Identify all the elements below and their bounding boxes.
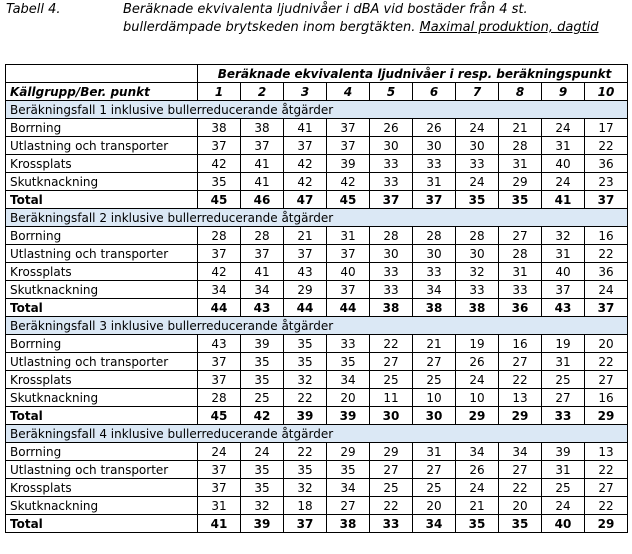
value-cell: 40: [542, 155, 585, 173]
total-value-cell: 41: [198, 515, 241, 533]
table-row: [6, 281, 628, 299]
value-cell: 27: [327, 497, 370, 515]
value-cell: 37: [327, 281, 370, 299]
column-header-point: 8: [499, 83, 542, 101]
total-value-cell: 35: [456, 515, 499, 533]
total-row: [6, 515, 628, 533]
value-cell: 28: [198, 227, 241, 245]
value-cell: 35: [241, 461, 284, 479]
total-value-cell: 37: [370, 191, 413, 209]
value-cell: 39: [542, 443, 585, 461]
value-cell: 20: [585, 335, 628, 353]
caption-text-plain: Beräknade ekvivalenta ljudnivåer i dBA vid bostäder från 4 st. bullerdämpade brytskeden inom bergtäkten.: [123, 2, 528, 35]
value-cell: 37: [284, 137, 327, 155]
total-label: Total: [6, 191, 198, 209]
value-cell: 33: [413, 263, 456, 281]
value-cell: 37: [241, 245, 284, 263]
value-cell: 31: [542, 461, 585, 479]
value-cell: 26: [413, 119, 456, 137]
section-header-row: [6, 209, 628, 227]
value-cell: 37: [198, 371, 241, 389]
total-value-cell: 42: [241, 407, 284, 425]
column-header-source: Källgrupp/Ber. punkt: [6, 83, 198, 101]
value-cell: 39: [241, 335, 284, 353]
value-cell: 32: [284, 371, 327, 389]
value-cell: 27: [413, 353, 456, 371]
value-cell: 37: [198, 245, 241, 263]
column-header-point: 4: [327, 83, 370, 101]
value-cell: 42: [198, 263, 241, 281]
top-header-title: Beräknade ekvivalenta ljudnivåer i resp. beräkningspunkt: [198, 65, 628, 83]
value-cell: 35: [284, 353, 327, 371]
total-value-cell: 33: [370, 515, 413, 533]
value-cell: 37: [198, 461, 241, 479]
total-value-cell: 37: [284, 515, 327, 533]
total-value-cell: 41: [542, 191, 585, 209]
total-value-cell: 44: [327, 299, 370, 317]
value-cell: 34: [456, 443, 499, 461]
value-cell: 32: [284, 479, 327, 497]
value-cell: 21: [284, 227, 327, 245]
table-row: [6, 263, 628, 281]
table-row: [6, 443, 628, 461]
value-cell: 23: [585, 173, 628, 191]
value-cell: 37: [198, 479, 241, 497]
row-label: Borrning: [6, 227, 198, 245]
table-top-header-row: [6, 65, 628, 83]
value-cell: 16: [585, 227, 628, 245]
total-row: [6, 191, 628, 209]
value-cell: 24: [542, 497, 585, 515]
value-cell: 30: [370, 137, 413, 155]
value-cell: 25: [542, 479, 585, 497]
value-cell: 36: [585, 155, 628, 173]
row-label: Skutknackning: [6, 173, 198, 191]
row-label: Borrning: [6, 335, 198, 353]
value-cell: 24: [241, 443, 284, 461]
value-cell: 38: [198, 119, 241, 137]
value-cell: 28: [241, 227, 284, 245]
section-header-row: [6, 425, 628, 443]
total-label: Total: [6, 299, 198, 317]
value-cell: 22: [585, 461, 628, 479]
total-value-cell: 44: [284, 299, 327, 317]
total-row: [6, 299, 628, 317]
row-label: Krossplats: [6, 479, 198, 497]
value-cell: 16: [499, 335, 542, 353]
value-cell: 24: [456, 119, 499, 137]
value-cell: 10: [456, 389, 499, 407]
section-title: Beräkningsfall 2 inklusive bullerreducerande åtgärder: [6, 209, 628, 227]
column-header-point: 7: [456, 83, 499, 101]
table-row: [6, 497, 628, 515]
value-cell: 37: [327, 137, 370, 155]
value-cell: 31: [499, 263, 542, 281]
column-header-point: 9: [542, 83, 585, 101]
value-cell: 33: [370, 173, 413, 191]
column-header-point: 1: [198, 83, 241, 101]
total-value-cell: 38: [456, 299, 499, 317]
value-cell: 13: [499, 389, 542, 407]
value-cell: 33: [370, 263, 413, 281]
value-cell: 22: [499, 371, 542, 389]
value-cell: 22: [284, 443, 327, 461]
value-cell: 27: [542, 389, 585, 407]
value-cell: 11: [370, 389, 413, 407]
value-cell: 27: [370, 353, 413, 371]
value-cell: 31: [413, 173, 456, 191]
value-cell: 31: [413, 443, 456, 461]
value-cell: 37: [327, 245, 370, 263]
value-cell: 19: [542, 335, 585, 353]
value-cell: 25: [241, 389, 284, 407]
value-cell: 34: [327, 479, 370, 497]
value-cell: 17: [585, 119, 628, 137]
value-cell: 26: [456, 353, 499, 371]
value-cell: 35: [241, 353, 284, 371]
value-cell: 33: [370, 155, 413, 173]
row-label: Utlastning och transporter: [6, 137, 198, 155]
total-value-cell: 35: [499, 515, 542, 533]
value-cell: 41: [241, 155, 284, 173]
value-cell: 34: [499, 443, 542, 461]
total-label: Total: [6, 407, 198, 425]
total-value-cell: 38: [413, 299, 456, 317]
value-cell: 24: [542, 173, 585, 191]
total-value-cell: 46: [241, 191, 284, 209]
row-label: Skutknackning: [6, 497, 198, 515]
row-label: Krossplats: [6, 155, 198, 173]
value-cell: 27: [499, 353, 542, 371]
value-cell: 34: [327, 371, 370, 389]
column-header-point: 6: [413, 83, 456, 101]
value-cell: 22: [585, 497, 628, 515]
value-cell: 35: [327, 353, 370, 371]
value-cell: 25: [370, 479, 413, 497]
total-value-cell: 29: [585, 515, 628, 533]
value-cell: 10: [413, 389, 456, 407]
value-cell: 31: [327, 227, 370, 245]
value-cell: 24: [456, 371, 499, 389]
value-cell: 42: [284, 155, 327, 173]
value-cell: 24: [585, 281, 628, 299]
total-value-cell: 38: [370, 299, 413, 317]
value-cell: 22: [370, 335, 413, 353]
value-cell: 42: [327, 173, 370, 191]
total-value-cell: 37: [585, 299, 628, 317]
noise-level-table: [5, 64, 628, 533]
value-cell: 29: [284, 281, 327, 299]
value-cell: 35: [241, 479, 284, 497]
total-value-cell: 40: [542, 515, 585, 533]
value-cell: 27: [413, 461, 456, 479]
total-value-cell: 30: [370, 407, 413, 425]
value-cell: 35: [284, 461, 327, 479]
value-cell: 19: [456, 335, 499, 353]
total-value-cell: 39: [241, 515, 284, 533]
value-cell: 20: [413, 497, 456, 515]
table-row: [6, 173, 628, 191]
table-row: [6, 137, 628, 155]
value-cell: 40: [327, 263, 370, 281]
table-row: [6, 371, 628, 389]
value-cell: 26: [370, 119, 413, 137]
value-cell: 36: [585, 263, 628, 281]
total-value-cell: 37: [413, 191, 456, 209]
value-cell: 34: [241, 281, 284, 299]
total-value-cell: 30: [413, 407, 456, 425]
value-cell: 27: [585, 479, 628, 497]
value-cell: 31: [542, 245, 585, 263]
total-value-cell: 43: [241, 299, 284, 317]
value-cell: 29: [370, 443, 413, 461]
value-cell: 26: [456, 461, 499, 479]
table-row: [6, 389, 628, 407]
value-cell: 21: [456, 497, 499, 515]
value-cell: 24: [542, 119, 585, 137]
value-cell: 35: [327, 461, 370, 479]
value-cell: 37: [327, 119, 370, 137]
value-cell: 22: [370, 497, 413, 515]
value-cell: 20: [499, 497, 542, 515]
value-cell: 30: [413, 245, 456, 263]
section-title: Beräkningsfall 3 inklusive bullerreducerande åtgärder: [6, 317, 628, 335]
total-value-cell: 38: [327, 515, 370, 533]
column-header-point: 5: [370, 83, 413, 101]
value-cell: 24: [456, 173, 499, 191]
table-row: [6, 227, 628, 245]
value-cell: 13: [585, 443, 628, 461]
value-cell: 33: [413, 155, 456, 173]
value-cell: 22: [585, 245, 628, 263]
total-row: [6, 407, 628, 425]
value-cell: 27: [370, 461, 413, 479]
value-cell: 28: [499, 137, 542, 155]
section-header-row: [6, 101, 628, 119]
value-cell: 27: [499, 227, 542, 245]
row-label: Krossplats: [6, 371, 198, 389]
value-cell: 37: [284, 245, 327, 263]
value-cell: 30: [456, 137, 499, 155]
table-row: [6, 119, 628, 137]
value-cell: 30: [370, 245, 413, 263]
total-value-cell: 34: [413, 515, 456, 533]
total-value-cell: 44: [198, 299, 241, 317]
value-cell: 25: [413, 371, 456, 389]
value-cell: 34: [413, 281, 456, 299]
value-cell: 28: [198, 389, 241, 407]
total-value-cell: 35: [456, 191, 499, 209]
value-cell: 28: [413, 227, 456, 245]
value-cell: 33: [499, 281, 542, 299]
value-cell: 41: [241, 263, 284, 281]
value-cell: 28: [370, 227, 413, 245]
value-cell: 42: [198, 155, 241, 173]
total-value-cell: 39: [284, 407, 327, 425]
section-header-row: [6, 317, 628, 335]
table-row: [6, 335, 628, 353]
value-cell: 24: [198, 443, 241, 461]
total-value-cell: 33: [542, 407, 585, 425]
value-cell: 25: [370, 371, 413, 389]
value-cell: 31: [542, 137, 585, 155]
value-cell: 33: [370, 281, 413, 299]
value-cell: 38: [241, 119, 284, 137]
row-label: Utlastning och transporter: [6, 461, 198, 479]
value-cell: 35: [284, 335, 327, 353]
value-cell: 22: [284, 389, 327, 407]
value-cell: 30: [413, 137, 456, 155]
caption-text: [123, 1, 628, 37]
value-cell: 31: [499, 155, 542, 173]
column-header-point: 10: [585, 83, 628, 101]
value-cell: 28: [499, 245, 542, 263]
value-cell: 24: [456, 479, 499, 497]
value-cell: 16: [585, 389, 628, 407]
table-row: [6, 155, 628, 173]
total-value-cell: 47: [284, 191, 327, 209]
value-cell: 22: [499, 479, 542, 497]
total-value-cell: 45: [198, 407, 241, 425]
value-cell: 42: [284, 173, 327, 191]
value-cell: 29: [499, 173, 542, 191]
total-value-cell: 45: [327, 191, 370, 209]
row-label: Utlastning och transporter: [6, 353, 198, 371]
caption-label: Tabell 4.: [6, 2, 61, 17]
value-cell: 32: [456, 263, 499, 281]
value-cell: 21: [499, 119, 542, 137]
table-body: [6, 101, 628, 533]
value-cell: 43: [198, 335, 241, 353]
total-value-cell: 37: [585, 191, 628, 209]
value-cell: 37: [198, 353, 241, 371]
table-row: [6, 353, 628, 371]
total-value-cell: 29: [456, 407, 499, 425]
value-cell: 32: [241, 497, 284, 515]
total-value-cell: 36: [499, 299, 542, 317]
row-label: Utlastning och transporter: [6, 245, 198, 263]
value-cell: 35: [241, 371, 284, 389]
value-cell: 21: [413, 335, 456, 353]
total-value-cell: 29: [585, 407, 628, 425]
value-cell: 18: [284, 497, 327, 515]
section-title: Beräkningsfall 1 inklusive bullerreducerande åtgärder: [6, 101, 628, 119]
value-cell: 30: [456, 245, 499, 263]
value-cell: 22: [585, 353, 628, 371]
total-value-cell: 39: [327, 407, 370, 425]
row-label: Krossplats: [6, 263, 198, 281]
value-cell: 41: [241, 173, 284, 191]
value-cell: 35: [198, 173, 241, 191]
value-cell: 37: [241, 137, 284, 155]
value-cell: 22: [585, 137, 628, 155]
table-column-header-row: [6, 83, 628, 101]
table-row: [6, 245, 628, 263]
column-header-point: 3: [284, 83, 327, 101]
value-cell: 31: [542, 353, 585, 371]
row-label: Borrning: [6, 443, 198, 461]
value-cell: 40: [542, 263, 585, 281]
value-cell: 25: [413, 479, 456, 497]
total-label: Total: [6, 515, 198, 533]
value-cell: 32: [542, 227, 585, 245]
value-cell: 37: [542, 281, 585, 299]
value-cell: 33: [456, 281, 499, 299]
value-cell: 37: [198, 137, 241, 155]
value-cell: 39: [327, 155, 370, 173]
value-cell: 43: [284, 263, 327, 281]
value-cell: 27: [499, 461, 542, 479]
total-value-cell: 29: [499, 407, 542, 425]
total-value-cell: 45: [198, 191, 241, 209]
total-value-cell: 35: [499, 191, 542, 209]
header-empty-cell: [6, 65, 198, 83]
value-cell: 27: [585, 371, 628, 389]
total-value-cell: 43: [542, 299, 585, 317]
value-cell: 20: [327, 389, 370, 407]
table-caption: [6, 0, 632, 58]
value-cell: 31: [198, 497, 241, 515]
value-cell: 28: [456, 227, 499, 245]
value-cell: 33: [327, 335, 370, 353]
row-label: Borrning: [6, 119, 198, 137]
value-cell: 25: [542, 371, 585, 389]
value-cell: 41: [284, 119, 327, 137]
row-label: Skutknackning: [6, 389, 198, 407]
value-cell: 33: [456, 155, 499, 173]
table-row: [6, 461, 628, 479]
value-cell: 29: [327, 443, 370, 461]
value-cell: 34: [198, 281, 241, 299]
row-label: Skutknackning: [6, 281, 198, 299]
column-header-point: 2: [241, 83, 284, 101]
section-title: Beräkningsfall 4 inklusive bullerreducerande åtgärder: [6, 425, 628, 443]
caption-text-underlined: Maximal produktion, dagtid: [419, 20, 599, 35]
table-row: [6, 479, 628, 497]
